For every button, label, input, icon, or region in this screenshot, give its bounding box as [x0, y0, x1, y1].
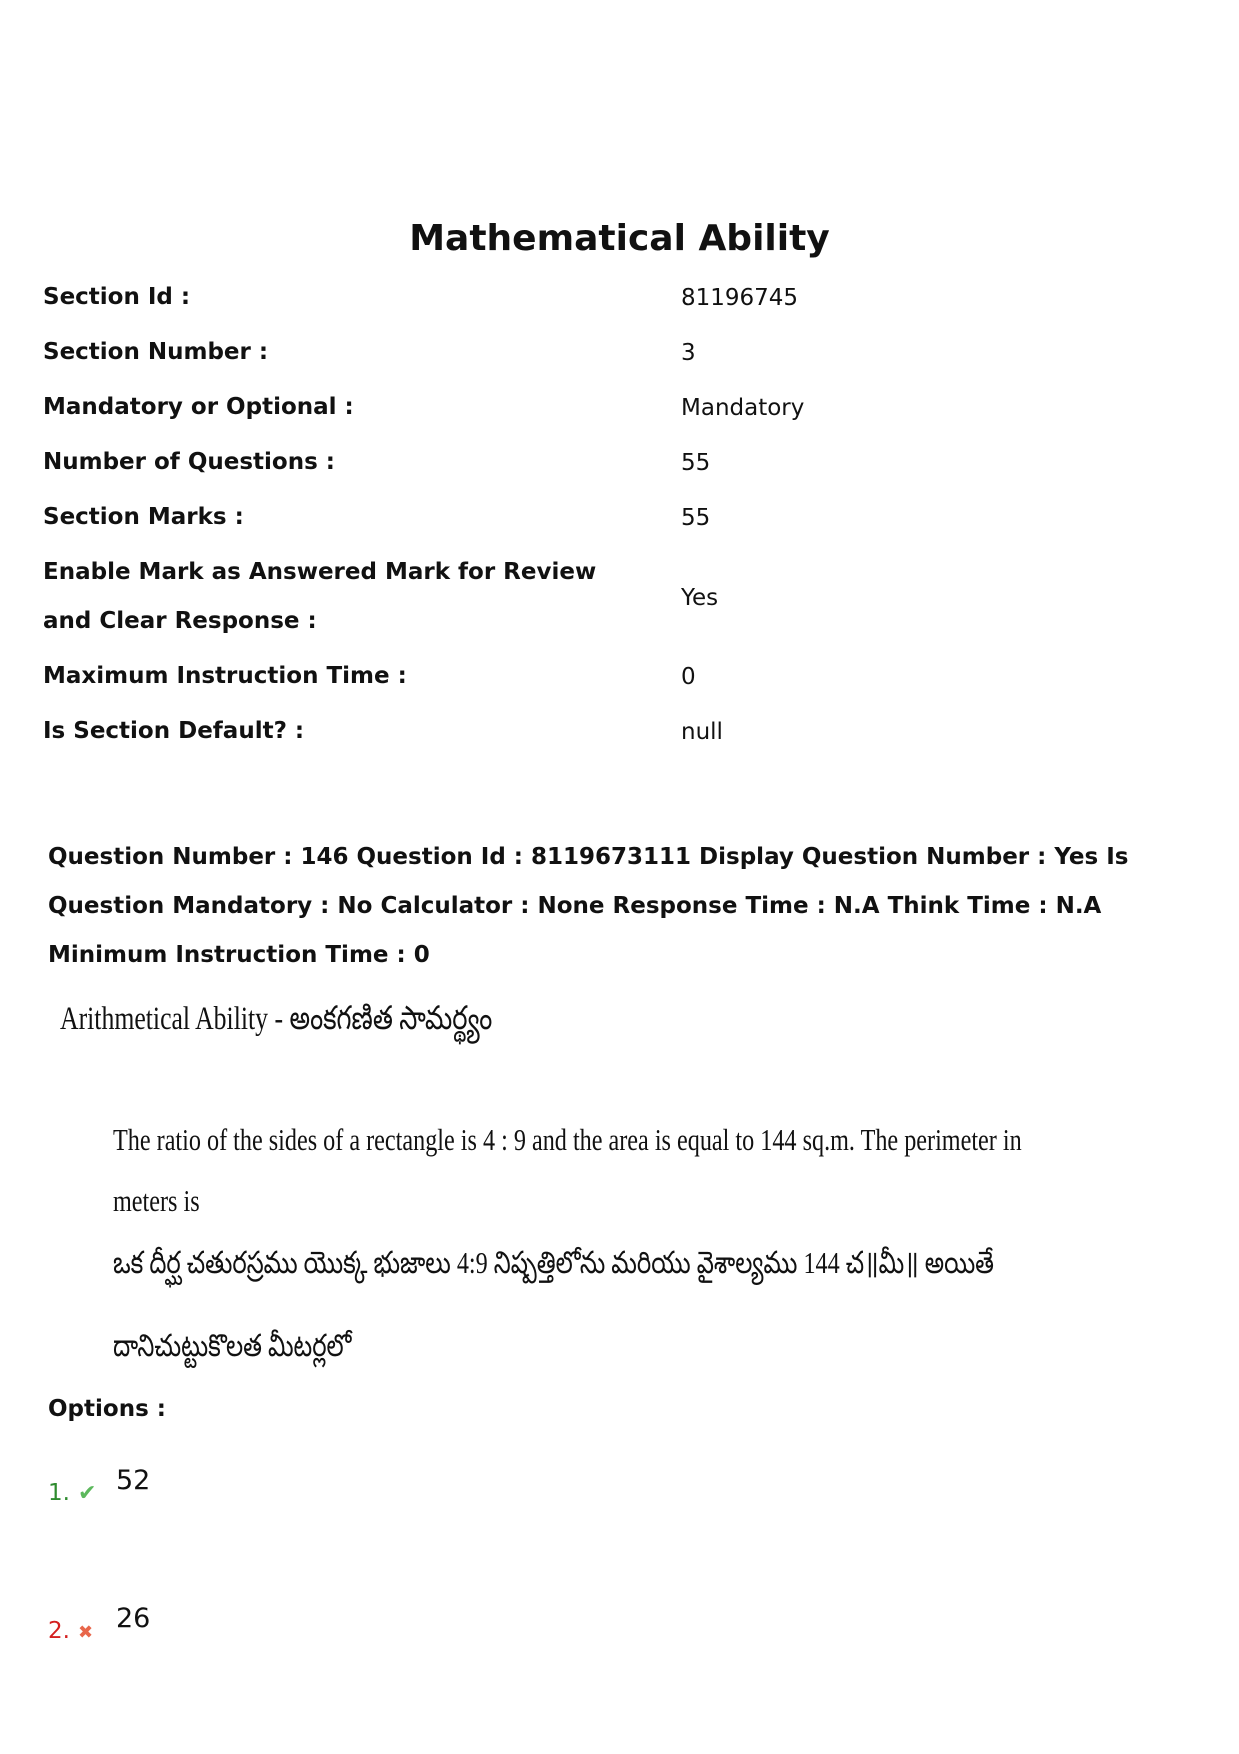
option-text: 52: [116, 1465, 151, 1496]
field-label: Maximum Instruction Time :: [43, 663, 407, 689]
field-label: Enable Mark as Answered Mark for Review and Clear Response :: [43, 559, 597, 634]
check-icon: ✔: [78, 1481, 97, 1506]
option-number: 1.: [48, 1480, 70, 1506]
field-label: Mandatory or Optional :: [43, 394, 354, 420]
question-text-en: The ratio of the sides of a rectangle is 4 : 9 and the area is equal to 144 sq.m. The perimeter in: [113, 1122, 1022, 1157]
option-text: 26: [116, 1603, 151, 1634]
question-subject: Arithmetical Ability - అంకగణిత సామర్థ్యం: [60, 1001, 493, 1037]
field-value: 0: [681, 664, 696, 690]
option-2: [48, 1603, 151, 1644]
field-label: Section Marks :: [43, 504, 244, 530]
question-text-en-2: meters is: [113, 1183, 200, 1218]
field-label: Section Number :: [43, 339, 269, 365]
question-text-te: ఒక దీర్ఘ చతురస్రము యొక్క భుజాలు 4:9 నిష్పత్తిలోను మరియు వైశాల్యము 144 చ॥మీ॥ అయితే: [113, 1245, 994, 1280]
question-text-te-2: దానిచుట్టుకొలత మీటర్లలో: [113, 1328, 352, 1363]
field-value: 55: [681, 505, 711, 531]
section-title: Mathematical Ability: [409, 218, 830, 259]
options-label: Options :: [48, 1396, 166, 1422]
field-value: Yes: [681, 585, 719, 611]
field-value: 3: [681, 340, 696, 366]
field-label: Number of Questions :: [43, 449, 335, 475]
option-1: [48, 1465, 151, 1506]
field-value: 55: [681, 450, 711, 476]
field-label: Section Id :: [43, 284, 191, 310]
field-value: 81196745: [681, 285, 799, 311]
field-value: Mandatory: [681, 395, 805, 421]
question-header: Question Number : 146 Question Id : 8119673111 Display Question Number : Yes Is Question Mandatory : No Calculator : None Response Time : N.A Think Time : N.A Minimum Instruction Time : 0: [48, 844, 1129, 968]
field-label: Is Section Default? :: [43, 718, 305, 744]
field-value: null: [681, 719, 723, 745]
option-number: 2.: [48, 1618, 70, 1644]
cross-icon: ✖: [78, 1622, 94, 1643]
